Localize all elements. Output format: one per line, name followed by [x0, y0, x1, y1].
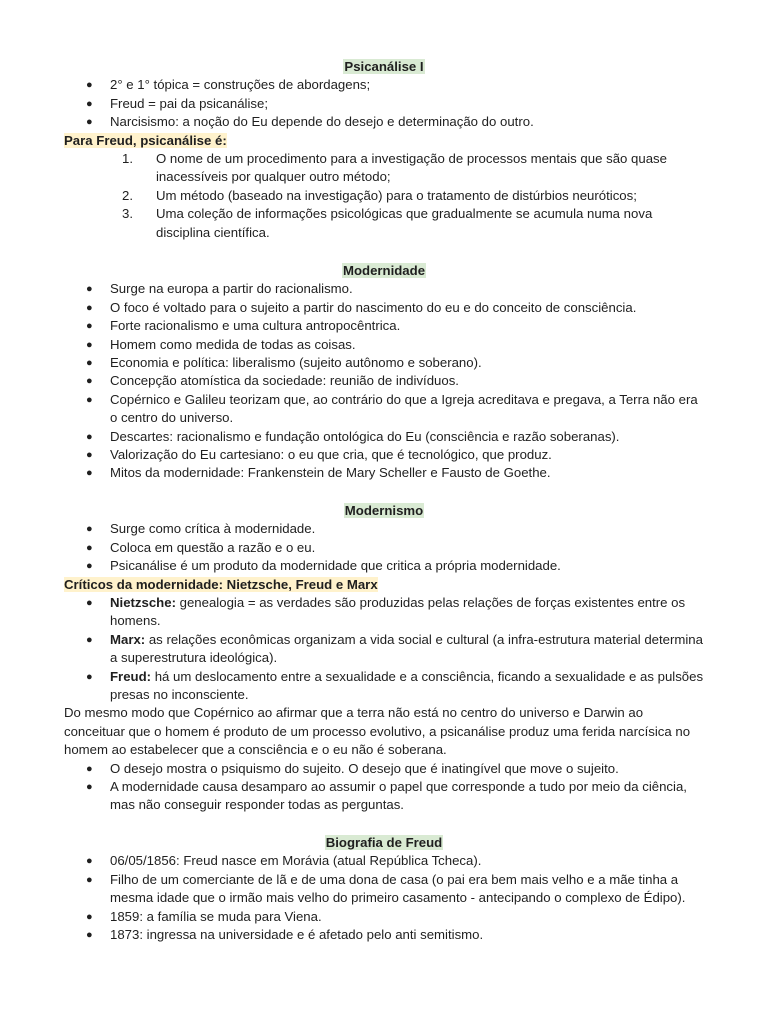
subheading: Críticos da modernidade: Nietzsche, Freud e Marx — [64, 576, 378, 592]
section-title: Modernismo — [344, 503, 424, 518]
critics-list — [64, 594, 704, 704]
paragraph: Do mesmo modo que Copérnico ao afirmar que a terra não está no centro do universo e Darwin ao conceituar que o homem é produto de um processo evolutivo, a psicanálise produz uma ferida narcísica no homem ao estabelecer que a consciência e o eu não é soberana. — [64, 705, 691, 758]
section-modernismo — [64, 502, 704, 815]
list-item: 1. O nome de um procedimento para a investigação de processos mentais que são quase inacessíveis por qualquer outro método; — [122, 151, 667, 185]
list-item: ● 1859: a família se muda para Viena. — [64, 908, 704, 926]
bullet-list — [64, 76, 704, 131]
list-item: ● O desejo mostra o psiquismo do sujeito. O desejo que é inatingível que move o sujeito. — [64, 760, 704, 778]
list-item: ● Homem como medida de todas as coisas. — [64, 336, 704, 354]
bullet-list — [64, 760, 704, 815]
list-item: ● Marx: as relações econômicas organizam a vida social e cultural (a infra-estrutura material determina a superestrutura ideológica). — [64, 631, 704, 668]
list-item: ● Psicanálise é um produto da modernidade que critica a própria modernidade. — [64, 557, 704, 575]
section-title: Biografia de Freud — [325, 835, 443, 850]
section-psicanalise — [64, 58, 704, 242]
list-item: ● Surge como crítica à modernidade. — [64, 520, 704, 538]
list-item: ● Freud = pai da psicanálise; — [64, 95, 704, 113]
section-title: Modernidade — [342, 263, 426, 278]
list-item: ● 2° e 1° tópica = construções de abordagens; — [64, 76, 704, 94]
list-item: ● O foco é voltado para o sujeito a partir do nascimento do eu e do conceito de consciência. — [64, 299, 704, 317]
list-item: ● Nietzsche: genealogia = as verdades são produzidas pelas relações de forças existentes entre os homens. — [64, 594, 704, 631]
list-item: ● Mitos da modernidade: Frankenstein de Mary Scheller e Fausto de Goethe. — [64, 464, 704, 482]
list-item: ● Surge na europa a partir do racionalismo. — [64, 280, 704, 298]
list-item: ● 1873: ingressa na universidade e é afetado pelo anti semitismo. — [64, 926, 704, 944]
section-biografia — [64, 834, 704, 944]
bullet-list — [64, 280, 704, 482]
list-item: ● 06/05/1856: Freud nasce em Morávia (atual República Tcheca). — [64, 852, 704, 870]
list-item: ● Narcisismo: a noção do Eu depende do desejo e determinação do outro. — [64, 113, 704, 131]
list-item: ● A modernidade causa desamparo ao assumir o papel que corresponde a tudo por meio da ciência, mas não conseguir responder todas as perguntas. — [64, 778, 704, 815]
list-item: ● Freud: há um deslocamento entre a sexualidade e a consciência, ficando a sexualidade e as pulsões presas no inconsciente. — [64, 668, 704, 705]
list-item: 2. Um método (baseado na investigação) para o tratamento de distúrbios neuróticos; — [122, 187, 637, 203]
bullet-list — [64, 852, 704, 944]
list-item: ● Concepção atomística da sociedade: reunião de indivíduos. — [64, 372, 704, 390]
section-modernidade — [64, 262, 704, 483]
list-item: ● Economia e política: liberalismo (sujeito autônomo e soberano). — [64, 354, 704, 372]
list-item: ● Forte racionalismo e uma cultura antropocêntrica. — [64, 317, 704, 335]
list-item: ● Descartes: racionalismo e fundação ontológica do Eu (consciência e razão soberanas). — [64, 428, 704, 446]
subheading: Para Freud, psicanálise é: — [64, 132, 227, 148]
list-item: ● Filho de um comerciante de lã e de uma dona de casa (o pai era bem mais velho e a mãe tinha a mesma idade que o irmão mais velho do primeiro casamento - antecipando o complexo de Édipo). — [64, 871, 704, 908]
bullet-list — [64, 520, 704, 575]
list-item: ● Copérnico e Galileu teorizam que, ao contrário do que a Igreja acreditava e pregava, a Terra não era o centro do universo. — [64, 391, 704, 428]
section-title: Psicanálise I — [344, 59, 424, 74]
list-item: ● Valorização do Eu cartesiano: o eu que cria, que é tecnológico, que produz. — [64, 446, 704, 464]
list-item: 3. Uma coleção de informações psicológicas que gradualmente se acumula numa nova disciplina científica. — [122, 206, 653, 240]
numbered-list — [64, 150, 704, 242]
list-item: ● Coloca em questão a razão e o eu. — [64, 539, 704, 557]
